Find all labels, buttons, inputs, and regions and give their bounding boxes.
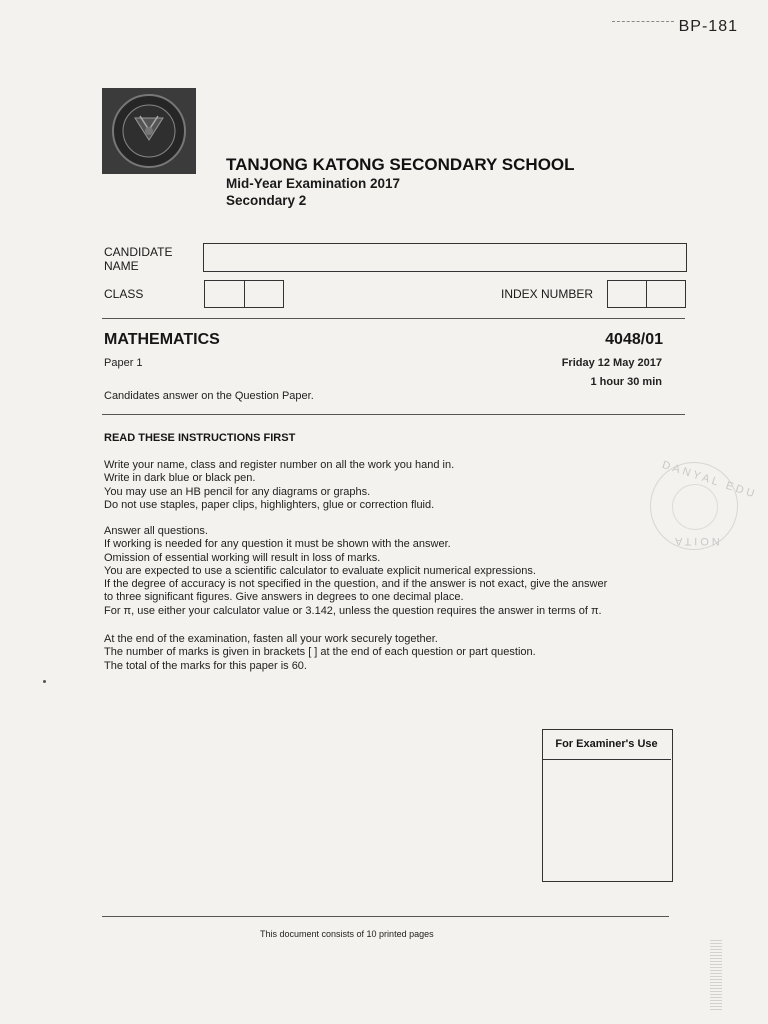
paper-number: Paper 1 (104, 357, 143, 369)
exam-level: Secondary 2 (226, 193, 307, 208)
watermark-stamp-top-text: DANYAL EDU (660, 458, 759, 502)
school-crest-logo (102, 88, 196, 174)
index-number-label: INDEX NUMBER (501, 287, 594, 301)
instruction-line: You may use an HB pencil for any diagrams or graphs. (104, 485, 371, 498)
instruction-line: At the end of the examination, fasten all your work securely together. (104, 633, 438, 645)
class-field-box-1[interactable] (204, 280, 245, 308)
page-count-note: This document consists of 10 printed pages (260, 929, 434, 939)
candidate-name-label-line2: NAME (104, 259, 139, 273)
watermark-stamp-bottom-text: NOITA (672, 535, 720, 547)
class-field-box-2[interactable] (244, 280, 284, 308)
school-name: TANJONG KATONG SECONDARY SCHOOL (226, 155, 575, 174)
exam-name: Mid-Year Examination 2017 (226, 176, 401, 191)
code-underline (612, 21, 674, 22)
index-field-box-2[interactable] (646, 280, 686, 308)
instruction-line: Write in dark blue or black pen. (104, 472, 256, 485)
class-label: CLASS (104, 287, 144, 301)
instruction-line: If the degree of accuracy is not specified in the question, and if the answer is not exact, give the answer (104, 578, 608, 591)
instruction-line: You are expected to use a scientific calculator to evaluate explicit numerical expressions. (104, 564, 536, 577)
subject-title: MATHEMATICS (104, 331, 220, 348)
instruction-line: to three significant figures. Give answers in degrees to one decimal place. (104, 591, 464, 604)
examiner-use-title: For Examiner's Use (542, 729, 671, 760)
divider-top (102, 318, 685, 319)
exam-date: Friday 12 May 2017 (561, 357, 662, 369)
instruction-line: The number of marks is given in brackets [ ] at the end of each question or part question. (104, 646, 536, 659)
instruction-line: Answer all questions. (104, 525, 208, 537)
instruction-line: For π, use either your calculator value or 3.142, unless the question requires the answer in terms of π. (104, 604, 602, 617)
paper-code: 4048/01 (605, 331, 663, 348)
instruction-line: If working is needed for any question it must be shown with the answer. (104, 538, 451, 551)
divider-middle (102, 414, 685, 415)
scan-speck (43, 680, 46, 683)
instructions-heading: READ THESE INSTRUCTIONS FIRST (104, 432, 296, 444)
instruction-line: Write your name, class and register number on all the work you hand in. (104, 459, 455, 471)
instructions-block-1 (104, 459, 684, 512)
instruction-line: Omission of essential working will result in loss of marks. (104, 551, 381, 564)
document-code: BP-181 (678, 18, 738, 35)
instruction-line: The total of the marks for this paper is 60. (104, 659, 307, 672)
scan-edge-noise (710, 940, 722, 1010)
divider-footer (102, 916, 669, 917)
exam-duration: 1 hour 30 min (590, 376, 662, 388)
instructions-block-3 (104, 633, 684, 673)
candidate-name-field[interactable] (203, 243, 687, 272)
watermark-stamp-inner (672, 484, 718, 530)
candidate-name-label-line1: CANDIDATE (104, 245, 173, 259)
instruction-line: Do not use staples, paper clips, highlighters, glue or correction fluid. (104, 498, 435, 511)
index-field-box-1[interactable] (607, 280, 647, 308)
answer-note: Candidates answer on the Question Paper. (104, 390, 314, 402)
instructions-block-2 (104, 525, 684, 618)
